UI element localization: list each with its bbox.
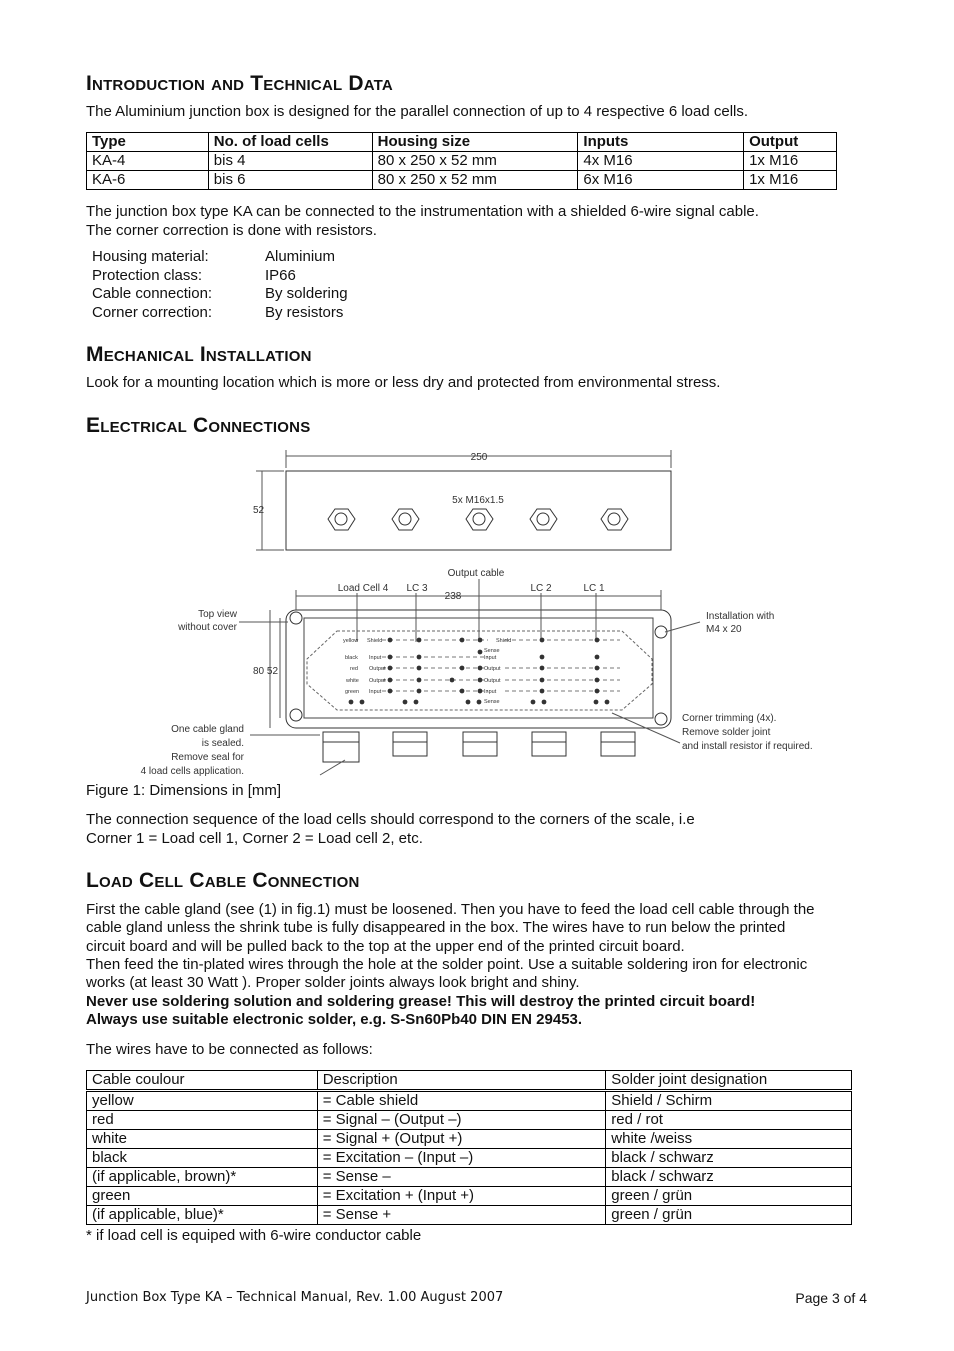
property-value: Aluminium xyxy=(265,248,336,265)
loadcell-line: cable gland unless the shrink tube is fully disappeared in the box. The wires have to run below the printed xyxy=(86,919,786,936)
spec-cell: 80 x 250 x 52 mm xyxy=(372,171,578,190)
pcb-wire-label: black xyxy=(345,655,358,661)
lc3-label: LC 3 xyxy=(406,583,428,594)
property-label: Cable connection: xyxy=(92,285,213,302)
pcb-signal-label: Input xyxy=(484,655,497,661)
wire-header-cell: Cable coulour xyxy=(87,1071,318,1090)
property-value: IP66 xyxy=(265,266,296,284)
wire-cell: Shield / Schirm xyxy=(606,1092,852,1111)
gland-note-2: is sealed. xyxy=(201,738,244,749)
wire-cell: red / rot xyxy=(606,1111,852,1130)
pcb-signal-label: Input xyxy=(369,655,382,661)
list-item xyxy=(92,248,348,267)
wire-cell: (if applicable, brown)* xyxy=(87,1168,318,1187)
wire-cell: = Cable shield xyxy=(317,1092,606,1111)
wire-cell: = Signal – (Output –) xyxy=(317,1111,606,1130)
wire-table xyxy=(86,1070,852,1225)
spec-table xyxy=(86,132,837,190)
pcb-signal-label: Output xyxy=(484,678,501,684)
wire-cell: green xyxy=(87,1187,318,1206)
table-row xyxy=(87,171,837,190)
wire-cell: black / schwarz xyxy=(606,1168,852,1187)
wire-cell: yellow xyxy=(87,1092,318,1111)
top-view-label-1: Top view xyxy=(198,609,237,620)
wire-cell: (if applicable, blue)* xyxy=(87,1206,318,1225)
pcb-signal-label: Input xyxy=(369,689,382,695)
spec-cell: 80 x 250 x 52 mm xyxy=(372,152,578,171)
list-item xyxy=(92,304,348,323)
pcb-signal-label: Sense xyxy=(484,699,500,705)
table-row xyxy=(87,1130,852,1149)
table-row xyxy=(87,1206,852,1225)
loadcell-line: Then feed the tin-plated wires through the hole at the solder point. Use a suitable soldering iron for electronic xyxy=(86,956,808,973)
spec-header-cell: No. of load cells xyxy=(208,133,372,152)
section-title-loadcell: Load Cell Cable Connection xyxy=(86,869,360,892)
junction-box-drawing xyxy=(0,440,954,785)
lc1-label: LC 1 xyxy=(583,583,605,594)
table-row xyxy=(87,1168,852,1187)
wire-cell: green / grün xyxy=(606,1187,852,1206)
wire-header-cell: Description xyxy=(317,1071,606,1090)
spec-cell: KA-4 xyxy=(87,152,209,171)
loadcell-line: First the cable gland (see (1) in fig.1) must be loosened. Then you have to feed the load cell cable through the xyxy=(86,901,815,918)
pcb-wire-label: green xyxy=(345,689,360,695)
pcb-wire-label: white xyxy=(346,678,359,684)
output-cable-label: Output cable xyxy=(447,568,505,579)
wires-intro: The wires have to be connected as follows: xyxy=(86,1041,373,1058)
dim-52-label: 52 xyxy=(253,505,265,516)
loadcell-line: circuit board and will be pulled back to the top at the upper end of the printed circuit board. xyxy=(86,938,685,955)
mechanical-text: Look for a mounting location which is more or less dry and protected from environmental stress. xyxy=(86,374,721,391)
wire-cell: black / schwarz xyxy=(606,1149,852,1168)
table-row xyxy=(87,1187,852,1206)
table-row xyxy=(87,1111,852,1130)
install-label-1: Installation with xyxy=(706,611,775,622)
table-row xyxy=(87,152,837,171)
wire-cell: red xyxy=(87,1111,318,1130)
wire-cell: = Excitation – (Input –) xyxy=(317,1149,606,1168)
top-view-label-2: without cover xyxy=(178,622,237,633)
property-value: By resistors xyxy=(265,303,344,321)
spec-cell: 1x M16 xyxy=(744,171,837,190)
gland-note-3: Remove seal for xyxy=(171,752,244,763)
corner-note-2: Remove solder joint xyxy=(682,727,771,738)
wire-cell: = Sense – xyxy=(317,1168,606,1187)
lc2-label: LC 2 xyxy=(530,583,552,594)
wire-cell: green / grün xyxy=(606,1206,852,1225)
pcb-wire-label: red xyxy=(350,666,358,672)
figure-caption: Figure 1: Dimensions in [mm] xyxy=(86,782,282,799)
intro-lead: The Aluminium junction box is designed for the parallel connection of up to 4 respective 6 load cells. xyxy=(86,103,749,120)
warning-line-2: Always use suitable electronic solder, e.g. S-Sn60Pb40 DIN EN 29453. xyxy=(86,1011,583,1028)
dim-250-label: 250 xyxy=(470,452,488,463)
spec-cell: 4x M16 xyxy=(578,152,744,171)
section-title-electrical: Electrical Connections xyxy=(86,414,311,437)
wire-footnote: * if load cell is equiped with 6-wire conductor cable xyxy=(86,1227,422,1244)
pcb-wire-label: yellow xyxy=(343,638,359,644)
spec-cell: 1x M16 xyxy=(744,152,837,171)
section-title-intro: Introduction and Technical Data xyxy=(86,72,393,95)
sequence-line-1: The connection sequence of the load cells should correspond to the corners of the scale, i.e xyxy=(86,811,695,828)
pcb-signal-label: Sense xyxy=(484,648,500,654)
pcb-signal-label: Shield xyxy=(367,638,383,644)
footer-page-number: Page 3 of 4 xyxy=(795,1290,867,1306)
spec-cell: bis 4 xyxy=(208,152,372,171)
corner-note-3: and install resistor if required. xyxy=(682,741,813,752)
install-label-2: M4 x 20 xyxy=(706,624,742,635)
gland-note-4: 4 load cells application. xyxy=(140,766,244,777)
gland-hex-group xyxy=(328,509,628,530)
wire-cell: = Signal + (Output +) xyxy=(317,1130,606,1149)
property-list xyxy=(92,248,348,322)
list-item xyxy=(92,267,348,286)
wire-cell: white /weiss xyxy=(606,1130,852,1149)
pcb-signal-label: Output xyxy=(369,678,386,684)
spec-header-cell: Inputs xyxy=(578,133,744,152)
pcb-signal-label: Shield xyxy=(496,638,512,644)
property-label: Housing material: xyxy=(92,248,209,265)
wire-table-header xyxy=(87,1071,852,1090)
wire-cell: black xyxy=(87,1149,318,1168)
warning-line-1: Never use soldering solution and soldering grease! This will destroy the printed circuit board! xyxy=(86,993,756,1010)
intro-para-2: The corner correction is done with resistors. xyxy=(86,222,377,239)
property-label: Corner correction: xyxy=(92,303,213,321)
pcb-signal-label: Output xyxy=(484,666,501,672)
list-item xyxy=(92,285,348,304)
spec-table-header xyxy=(87,133,837,152)
wire-header-cell: Solder joint designation xyxy=(606,1071,852,1090)
section-title-mechanical: Mechanical Installation xyxy=(86,343,312,366)
dim-238-label: 238 xyxy=(444,591,462,602)
dim-80-52-label: 80 52 xyxy=(253,666,279,677)
loadcell-line: works (at least 30 Watt ). Proper solder joints always look bright and shiny. xyxy=(86,974,580,991)
glands-label: 5x M16x1.5 xyxy=(452,495,504,506)
lc4-label: Load Cell 4 xyxy=(337,583,389,594)
wire-cell: = Excitation + (Input +) xyxy=(317,1187,606,1206)
table-row xyxy=(87,1092,852,1111)
intro-para-1: The junction box type KA can be connected to the instrumentation with a shielded 6-wire signal cable. xyxy=(86,203,759,220)
property-value: By soldering xyxy=(265,285,348,302)
wire-cell: white xyxy=(87,1130,318,1149)
gland-note-1: One cable gland xyxy=(171,724,244,735)
spec-header-cell: Type xyxy=(87,133,209,152)
spec-cell: KA-6 xyxy=(87,171,209,190)
sequence-line-2: Corner 1 = Load cell 1, Corner 2 = Load cell 2, etc. xyxy=(86,830,423,847)
spec-cell: bis 6 xyxy=(208,171,372,190)
spec-header-cell: Output xyxy=(744,133,837,152)
pcb-signal-label: Output xyxy=(369,666,386,672)
spec-header-cell: Housing size xyxy=(372,133,578,152)
table-row xyxy=(87,1149,852,1168)
footer-left: Junction Box Type KA – Technical Manual, Rev. 1.00 August 2007 xyxy=(86,1290,504,1305)
corner-note-1: Corner trimming (4x). xyxy=(682,713,777,724)
spec-cell: 6x M16 xyxy=(578,171,744,190)
pcb-signal-label: Input xyxy=(484,689,497,695)
property-label: Protection class: xyxy=(92,266,203,284)
wire-cell: = Sense + xyxy=(317,1206,606,1225)
